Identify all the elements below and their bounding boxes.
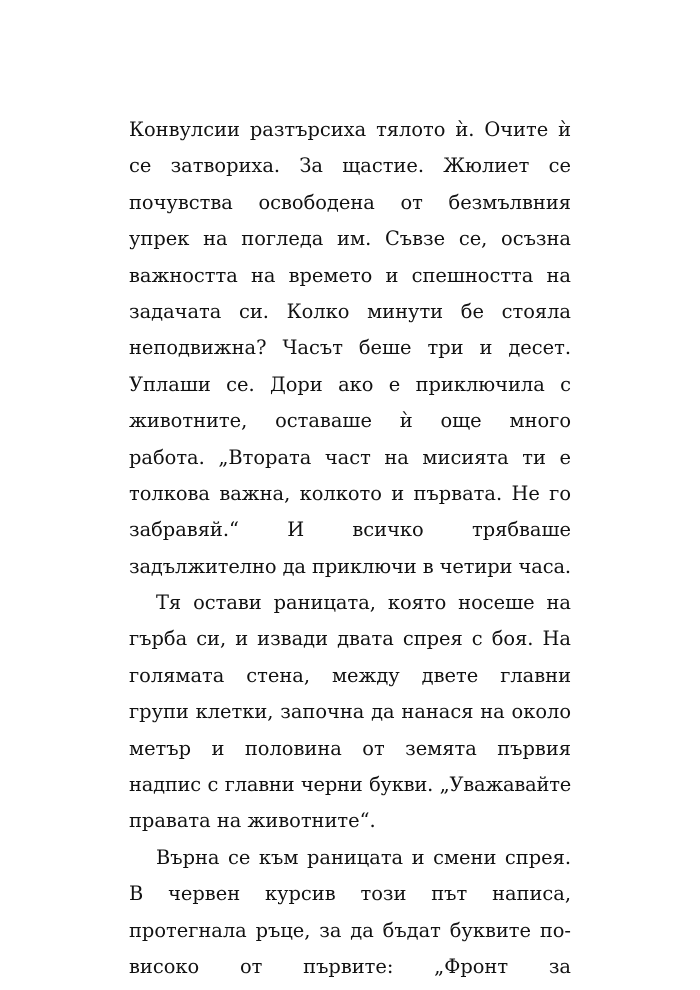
text-line: групи клетки, започна да нанася на около [129, 700, 571, 724]
body-text [129, 112, 571, 985]
text-line: задължително да приключи в четири часа. [129, 554, 571, 578]
text-line: забравяй.“ И всичко трябваше [129, 518, 571, 542]
text-line: почувства освободена от безмълвния [129, 190, 571, 214]
text-line: Тя остави раницата, която носеше на [156, 591, 571, 615]
text-line: Уплаши се. Дори ако е приключила с [129, 372, 571, 396]
text-line: важността на времето и спешността на [129, 263, 571, 287]
text-line: задачата си. Колко минути бе стояла [129, 299, 571, 323]
text-line: се затвориха. За щастие. Жюлиет се [129, 154, 571, 178]
text-line: работа. „Втората част на мисията ти е [129, 445, 571, 469]
text-line: надпис с главни черни букви. „Уважавайте [129, 773, 571, 797]
text-line: неподвижна? Часът беше три и десет. [129, 336, 571, 360]
text-line: Върна се към раницата и смени спрея. [156, 845, 571, 869]
text-line: високо от първите: „Фронт за [129, 954, 571, 978]
text-line: протегнала ръце, за да бъдат буквите по- [129, 918, 571, 942]
text-line: гърба си, и извади двата спрея с боя. На [129, 627, 571, 651]
text-line: Конвулсии разтърсиха тялото ѝ. Очите ѝ [129, 118, 571, 141]
text-line: голямата стена, между двете главни [129, 663, 571, 687]
text-line: животните, оставаше ѝ още много [129, 409, 571, 433]
text-line: правата на животните“. [129, 809, 376, 833]
text-line: толкова важна, колкото и първата. Не го [129, 481, 571, 505]
text-line: упрек на погледа им. Съвзе се, осъзна [129, 227, 571, 251]
text-line: метър и половина от земята първия [129, 736, 571, 760]
text-line: В червен курсив този път написа, [129, 882, 571, 906]
